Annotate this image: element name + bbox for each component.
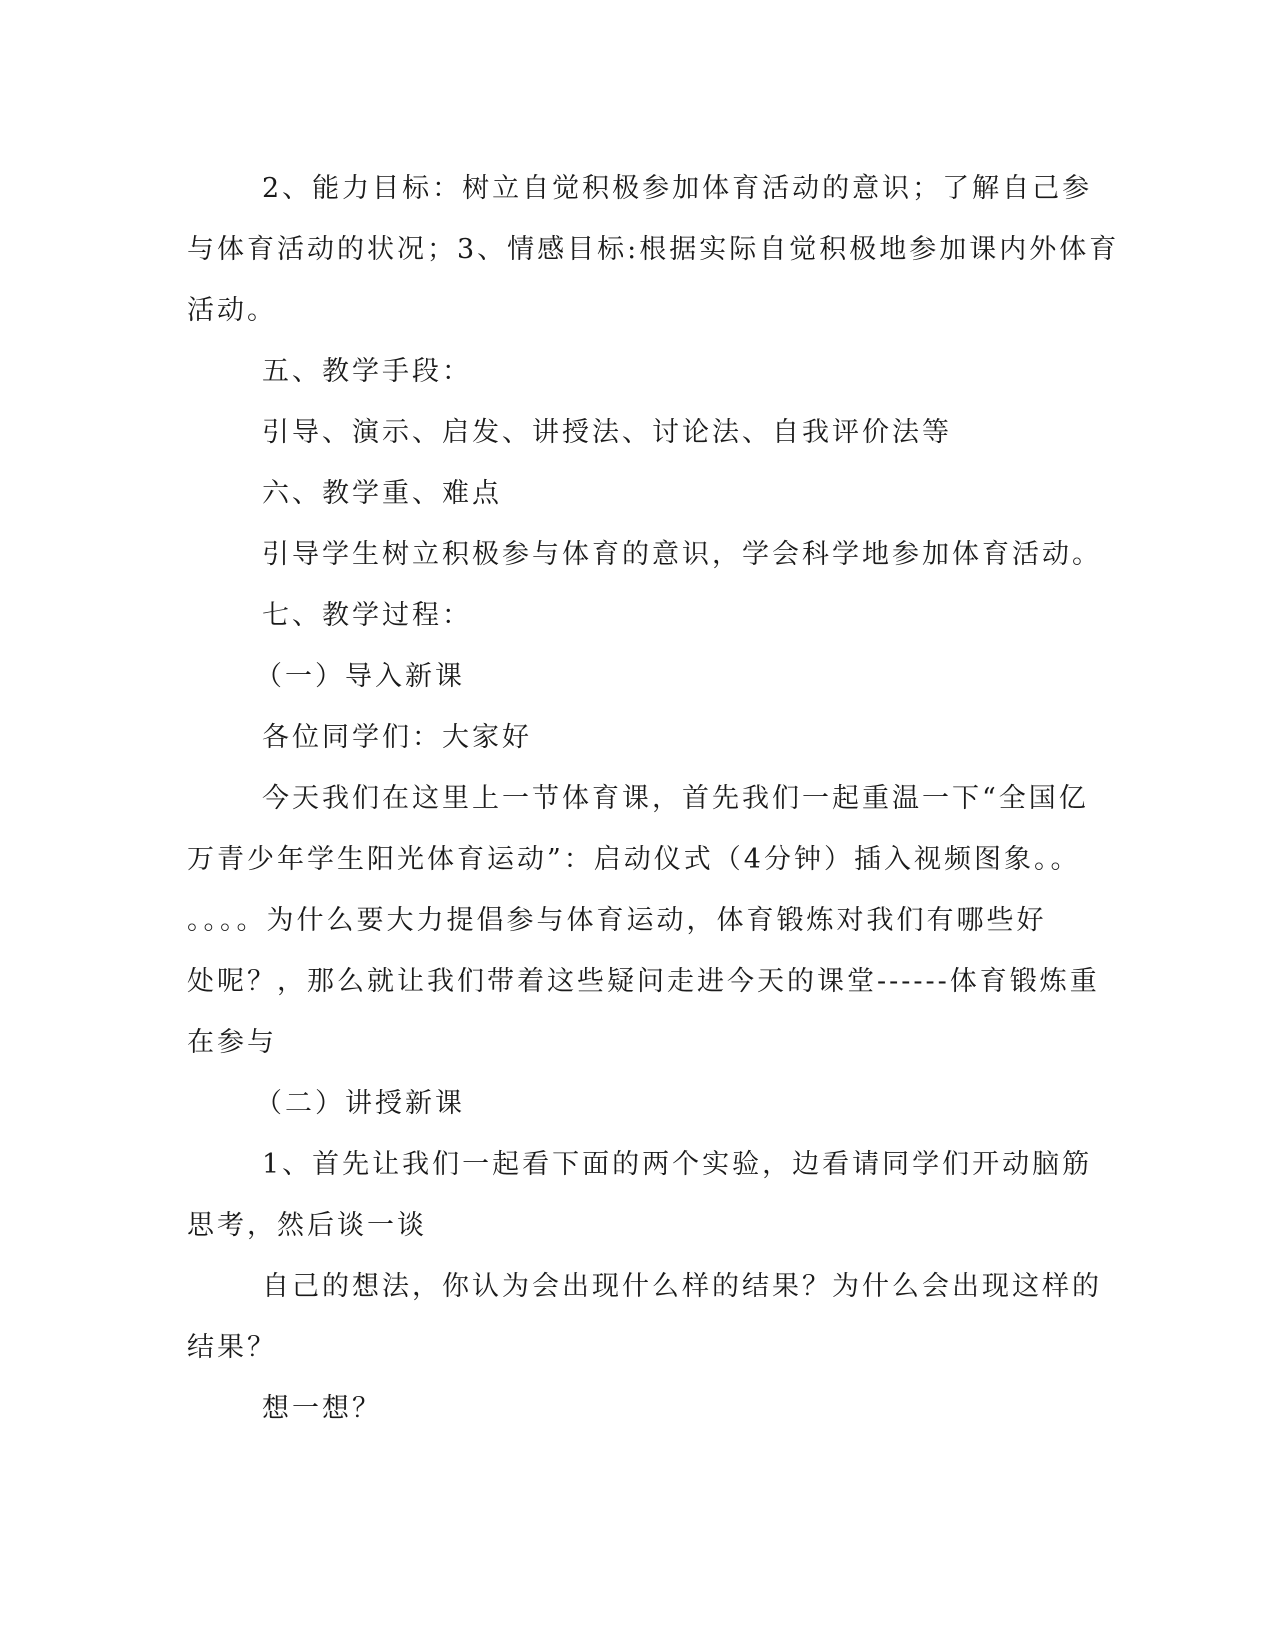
section-heading-key-points: 六、教学重、难点 [262, 478, 502, 509]
text-line: 处呢？，那么就让我们带着这些疑问走进今天的课堂------体育锻炼重 [187, 966, 1100, 997]
text-line: 1、首先让我们一起看下面的两个实验，边看请同学们开动脑筋 [262, 1149, 1093, 1180]
subsection-heading-intro: （一）导入新课 [255, 661, 465, 692]
subsection-heading-new-lesson: （二）讲授新课 [255, 1088, 465, 1119]
text-line: 与体育活动的状况；3、情感目标:根据实际自觉积极地参加课内外体育 [187, 234, 1120, 265]
text-line: 万青少年学生阳光体育运动”：启动仪式（4分钟）插入视频图象。。 [187, 844, 1081, 875]
text-line: 在参与 [187, 1027, 277, 1058]
text-line: 想一想？ [262, 1393, 382, 1424]
text-line: 自己的想法，你认为会出现什么样的结果？为什么会出现这样的 [262, 1271, 1102, 1302]
text-line: 思考，然后谈一谈 [187, 1210, 427, 1241]
text-line: 各位同学们：大家好 [262, 722, 532, 753]
text-line: 今天我们在这里上一节体育课，首先我们一起重温一下“全国亿 [262, 783, 1089, 814]
text-line: 结果？ [187, 1332, 277, 1363]
text-line: 引导、演示、启发、讲授法、讨论法、自我评价法等 [262, 417, 952, 448]
section-heading-teaching-methods: 五、教学手段： [262, 356, 472, 387]
text-line: 引导学生树立积极参与体育的意识，学会科学地参加体育活动。 [262, 539, 1102, 570]
section-heading-teaching-process: 七、教学过程： [262, 600, 472, 631]
text-line: 活动。 [187, 295, 277, 326]
text-line: 2、能力目标：树立自觉积极参加体育活动的意识；了解自己参 [262, 173, 1093, 204]
document-body [187, 158, 1120, 1439]
text-line: 。。。。为什么要大力提倡参与体育运动，体育锻炼对我们有哪些好 [187, 905, 1047, 936]
